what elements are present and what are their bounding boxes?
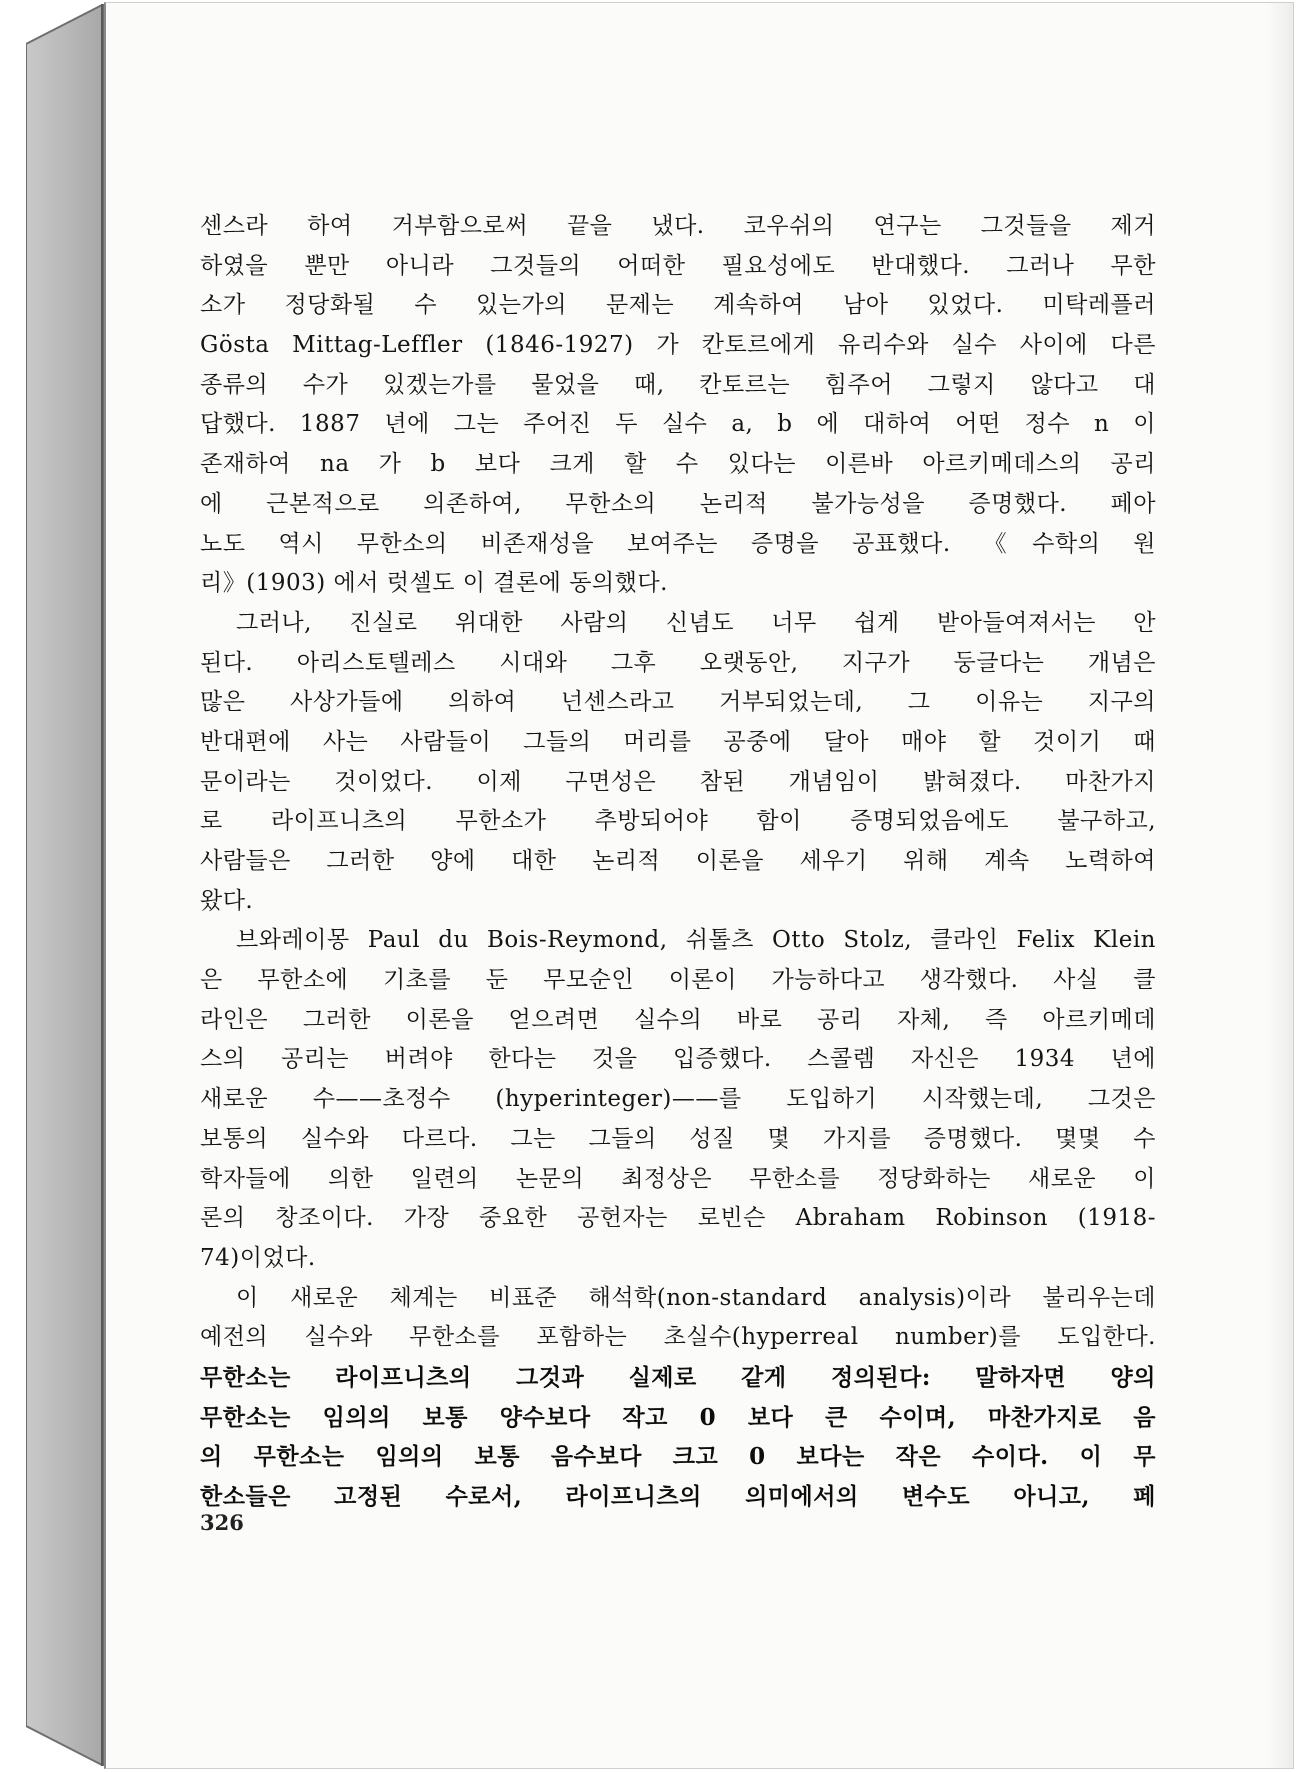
page-number: 326 xyxy=(200,1510,244,1535)
paragraph-2 xyxy=(200,604,1156,922)
text-line: 종류의 수가 있겠는가를 물었을 때, 칸토르는 힘주어 그렇지 않다고 대 xyxy=(200,371,1156,398)
text-line: 브와레이몽 Paul du Bois-Reymond, 쉬톨츠 Otto Stolz, 클라인 Felix Klein xyxy=(236,927,1156,954)
text-line: Gösta Mittag-Leffler (1846-1927) 가 칸토르에게 유리수와 실수 사이에 다른 xyxy=(200,332,1156,359)
text-line: 문이라는 것이었다. 이제 구면성은 참된 개념임이 밝혀졌다. 마찬가지 xyxy=(200,768,1156,795)
text-line: 이 새로운 체계는 비표준 해석학(non-standard analysis)이라 불리우는데 xyxy=(236,1284,1156,1311)
text-line: 스의 공리는 버려야 한다는 것을 입증했다. 스콜렘 자신은 1934 년에 xyxy=(200,1046,1156,1073)
text-line: 로 라이프니츠의 무한소가 추방되어야 함이 증명되었음에도 불구하고, xyxy=(200,808,1156,835)
text-line: 새로운 수——초정수 (hyperinteger)——를 도입하기 시작했는데, 그것은 xyxy=(200,1086,1156,1113)
text-line: 보통의 실수와 다르다. 그는 그들의 성질 몇 가지를 증명했다. 몇몇 수 xyxy=(200,1125,1156,1152)
text-line: 사람들은 그러한 양에 대한 논리적 이론을 세우기 위해 계속 노력하여 xyxy=(200,848,1156,874)
text-line: 센스라 하여 거부함으로써 끝을 냈다. 코우쉬의 연구는 그것들을 제거 xyxy=(200,213,1156,239)
text-line: 존재하여 na 가 b 보다 크게 할 수 있다는 이른바 아르키메데스의 공리 xyxy=(200,451,1156,478)
text-line: 에 근본적으로 의존하여, 무한소의 논리적 불가능성을 증명했다. 페아 xyxy=(200,490,1156,517)
text-line: 론의 창조이다. 가장 중요한 공헌자는 로빈슨 Abraham Robinson (1918- xyxy=(200,1205,1156,1232)
page-body-text xyxy=(200,207,1156,1517)
text-line: 의 무한소는 임의의 보통 음수보다 크고 0 보다는 작은 수이다. 이 무 xyxy=(200,1443,1156,1471)
text-line: 그러나, 진실로 위대한 사람의 신념도 너무 쉽게 받아들여져서는 안 xyxy=(236,609,1156,636)
text-line: 많은 사상가들에 의하여 넌센스라고 거부되었는데, 그 이유는 지구의 xyxy=(200,689,1156,716)
text-line: 74)이었다. xyxy=(200,1244,316,1271)
text-line: 된다. 아리스토텔레스 시대와 그후 오랫동안, 지구가 둥글다는 개념은 xyxy=(200,649,1156,676)
text-line: 노도 역시 무한소의 비존재성을 보여주는 증명을 공표했다. 《수학의 원 xyxy=(200,530,1156,557)
book-side-edge xyxy=(26,4,104,1766)
text-line: 반대편에 사는 사람들이 그들의 머리를 공중에 달아 매야 할 것이기 때 xyxy=(200,728,1156,755)
text-line: 하였을 뿐만 아니라 그것들의 어떠한 필요성에도 반대했다. 그러나 무한 xyxy=(200,252,1156,279)
text-line: 학자들에 의한 일련의 논문의 최정상은 무한소를 정당화하는 새로운 이 xyxy=(200,1165,1156,1192)
text-line: 답했다. 1887 년에 그는 주어진 두 실수 a, b 에 대하여 어떤 정수 n 이 xyxy=(200,411,1156,438)
paragraph-1 xyxy=(200,207,1156,604)
text-line: 예전의 실수와 무한소를 포함하는 초실수(hyperreal number)를 도입한다. xyxy=(200,1324,1156,1351)
text-line: 무한소는 라이프니츠의 그것과 실제로 같게 정의된다: 말하자면 양의 xyxy=(200,1363,1156,1391)
text-line: 소가 정당화될 수 있는가의 문제는 계속하여 남아 있었다. 미탁레플러 xyxy=(200,292,1156,319)
text-line: 무한소는 임의의 보통 양수보다 작고 0 보다 큰 수이며, 마찬가지로 음 xyxy=(200,1403,1156,1431)
paragraph-3 xyxy=(200,921,1156,1278)
text-line: 은 무한소에 기초를 둔 무모순인 이론이 가능하다고 생각했다. 사실 클 xyxy=(200,967,1156,994)
text-line: 라인은 그러한 이론을 얻으려면 실수의 바로 공리 자체, 즉 아르키메데 xyxy=(200,1006,1156,1033)
book-spine-graphic xyxy=(26,4,104,1766)
paragraph-4 xyxy=(200,1279,1156,1517)
text-line: 리》(1903) 에서 럿셀도 이 결론에 동의했다. xyxy=(200,570,668,597)
text-line: 왔다. xyxy=(200,887,254,914)
text-line: 한소들은 고정된 수로서, 라이프니츠의 의미에서의 변수도 아니고, 페 xyxy=(200,1483,1156,1510)
